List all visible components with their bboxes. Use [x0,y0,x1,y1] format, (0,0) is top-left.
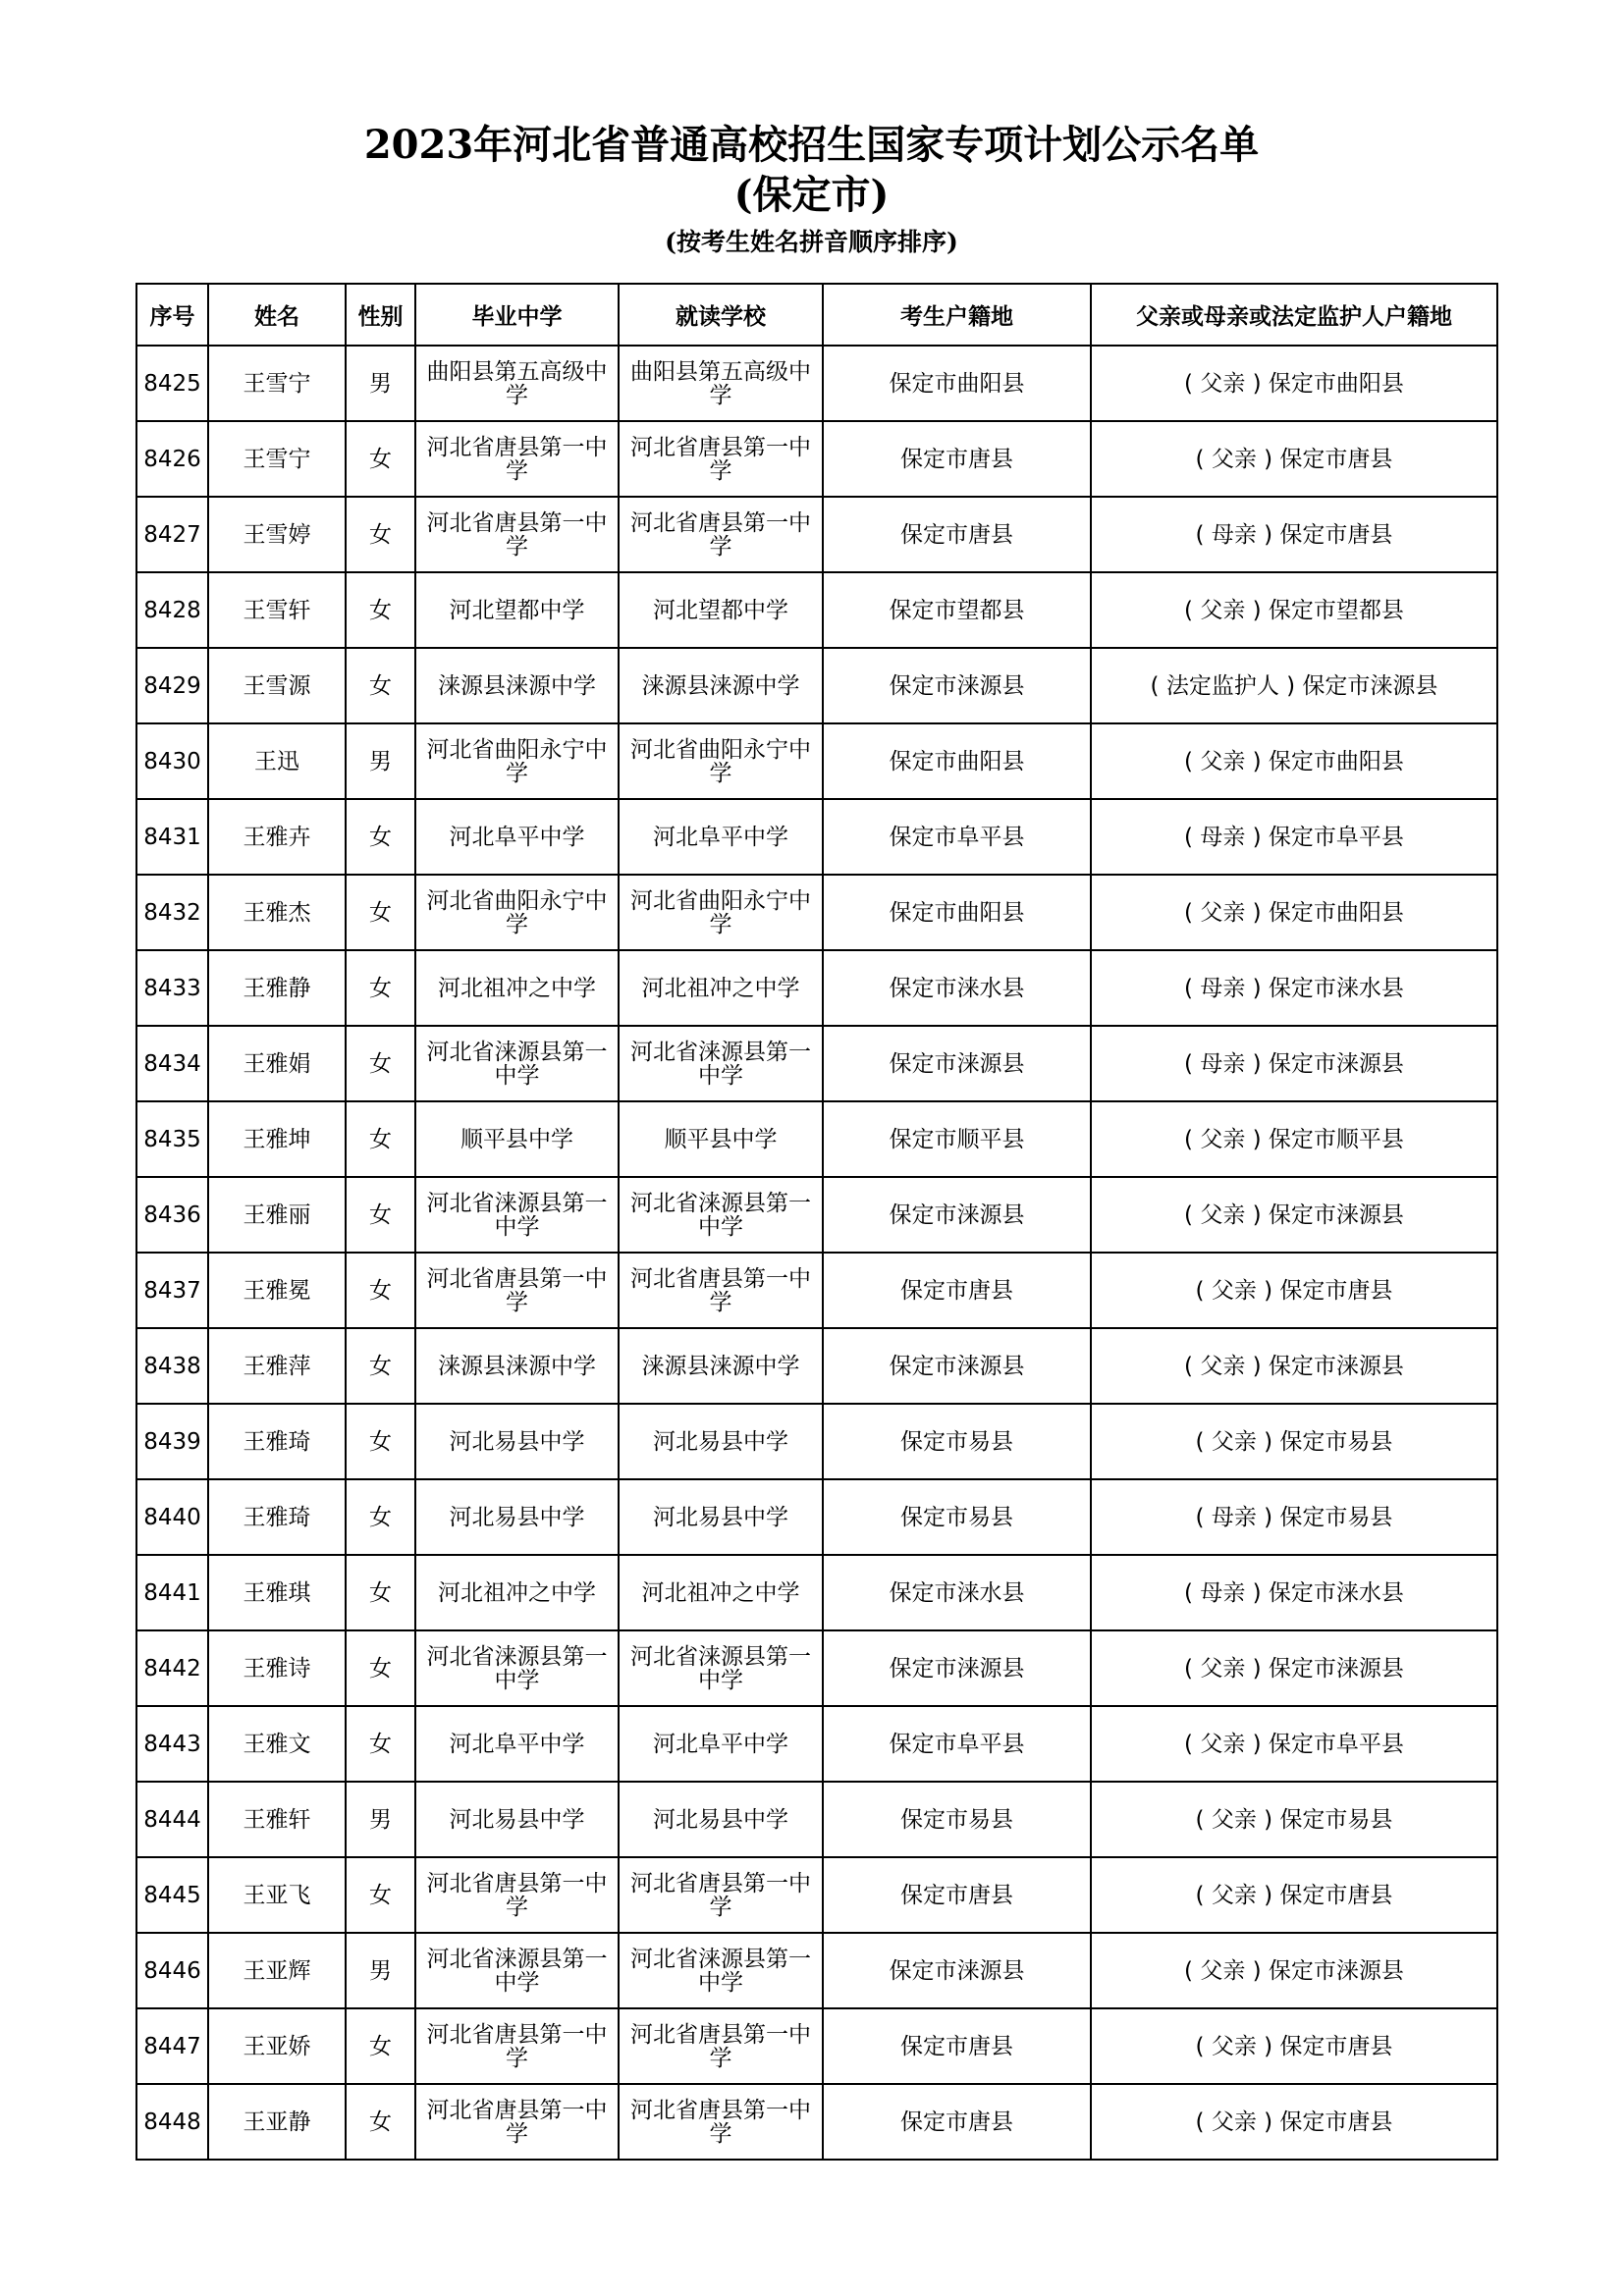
cell-hukou: 保定市涞水县 [823,1555,1091,1630]
cell-grad-school: 河北省唐县第一中学 [415,2084,619,2160]
cell-hukou: 保定市唐县 [823,2008,1091,2084]
cell-parent-hukou: ( 父亲 ) 保定市顺平县 [1091,1101,1497,1177]
cell-gender: 女 [346,497,415,572]
cell-grad-school: 河北省唐县第一中学 [415,1253,619,1328]
sort-note: (按考生姓名拼音顺序排序) [665,228,958,256]
cell-name: 王雪婷 [208,497,346,572]
column-header-name: 姓名 [208,284,346,346]
cell-study-school: 河北省唐县第一中学 [619,2084,823,2160]
cell-name: 王雅琦 [208,1404,346,1479]
cell-seq: 8440 [136,1479,208,1555]
cell-study-school: 河北阜平中学 [619,799,823,875]
cell-study-school: 河北省涞源县第一中学 [619,1026,823,1101]
roster-table [135,283,1498,2161]
cell-gender: 女 [346,1555,415,1630]
cell-seq: 8428 [136,572,208,648]
table-row [136,1026,1497,1101]
cell-grad-school: 河北省曲阳永宁中学 [415,875,619,950]
table-row [136,1706,1497,1782]
cell-name: 王雅文 [208,1706,346,1782]
cell-parent-hukou: ( 父亲 ) 保定市涞源县 [1091,1933,1497,2008]
cell-study-school: 河北省涞源县第一中学 [619,1630,823,1706]
cell-grad-school: 顺平县中学 [415,1101,619,1177]
cell-parent-hukou: ( 父亲 ) 保定市曲阳县 [1091,875,1497,950]
cell-hukou: 保定市涞源县 [823,1026,1091,1101]
cell-gender: 女 [346,1630,415,1706]
cell-seq: 8445 [136,1857,208,1933]
cell-name: 王雅静 [208,950,346,1026]
cell-gender: 女 [346,1177,415,1253]
cell-parent-hukou: ( 法定监护人 ) 保定市涞源县 [1091,648,1497,723]
cell-seq: 8433 [136,950,208,1026]
cell-seq: 8441 [136,1555,208,1630]
cell-study-school: 河北省曲阳永宁中学 [619,875,823,950]
cell-seq: 8447 [136,2008,208,2084]
cell-study-school: 河北阜平中学 [619,1706,823,1782]
cell-name: 王雅坤 [208,1101,346,1177]
cell-study-school: 河北省曲阳永宁中学 [619,723,823,799]
cell-seq: 8437 [136,1253,208,1328]
cell-gender: 男 [346,723,415,799]
table-row [136,572,1497,648]
cell-seq: 8444 [136,1782,208,1857]
cell-grad-school: 河北省涞源县第一中学 [415,1933,619,2008]
table-row [136,1630,1497,1706]
cell-hukou: 保定市曲阳县 [823,723,1091,799]
table-row [136,1782,1497,1857]
cell-name: 王雅娟 [208,1026,346,1101]
cell-grad-school: 河北省曲阳永宁中学 [415,723,619,799]
cell-parent-hukou: ( 父亲 ) 保定市唐县 [1091,2008,1497,2084]
table-row [136,2084,1497,2160]
cell-hukou: 保定市唐县 [823,497,1091,572]
cell-hukou: 保定市曲阳县 [823,346,1091,421]
table-row [136,1479,1497,1555]
cell-parent-hukou: ( 父亲 ) 保定市涞源县 [1091,1630,1497,1706]
cell-grad-school: 河北祖冲之中学 [415,1555,619,1630]
table-row [136,1933,1497,2008]
cell-seq: 8427 [136,497,208,572]
cell-seq: 8429 [136,648,208,723]
cell-study-school: 河北省唐县第一中学 [619,2008,823,2084]
cell-name: 王雪轩 [208,572,346,648]
cell-study-school: 河北易县中学 [619,1479,823,1555]
cell-grad-school: 曲阳县第五高级中学 [415,346,619,421]
cell-name: 王雅琦 [208,1479,346,1555]
table-row [136,723,1497,799]
cell-gender: 女 [346,572,415,648]
cell-gender: 女 [346,1101,415,1177]
cell-gender: 女 [346,1857,415,1933]
cell-parent-hukou: ( 母亲 ) 保定市唐县 [1091,497,1497,572]
cell-grad-school: 河北省唐县第一中学 [415,1857,619,1933]
cell-study-school: 河北省唐县第一中学 [619,421,823,497]
cell-seq: 8438 [136,1328,208,1404]
cell-gender: 女 [346,1706,415,1782]
cell-hukou: 保定市曲阳县 [823,875,1091,950]
cell-name: 王雪源 [208,648,346,723]
cell-gender: 女 [346,2084,415,2160]
cell-hukou: 保定市涞源县 [823,1630,1091,1706]
cell-parent-hukou: ( 父亲 ) 保定市涞源县 [1091,1177,1497,1253]
cell-gender: 女 [346,1253,415,1328]
cell-grad-school: 涞源县涞源中学 [415,1328,619,1404]
cell-gender: 女 [346,950,415,1026]
cell-hukou: 保定市唐县 [823,2084,1091,2160]
cell-grad-school: 河北易县中学 [415,1404,619,1479]
cell-seq: 8431 [136,799,208,875]
cell-grad-school: 河北省唐县第一中学 [415,2008,619,2084]
cell-grad-school: 河北望都中学 [415,572,619,648]
cell-parent-hukou: ( 父亲 ) 保定市唐县 [1091,421,1497,497]
cell-gender: 女 [346,875,415,950]
cell-gender: 女 [346,1328,415,1404]
cell-gender: 女 [346,1479,415,1555]
cell-study-school: 河北易县中学 [619,1782,823,1857]
table-row [136,648,1497,723]
cell-study-school: 顺平县中学 [619,1101,823,1177]
table-row [136,2008,1497,2084]
cell-study-school: 河北省唐县第一中学 [619,497,823,572]
cell-grad-school: 河北易县中学 [415,1479,619,1555]
cell-seq: 8442 [136,1630,208,1706]
cell-parent-hukou: ( 父亲 ) 保定市望都县 [1091,572,1497,648]
cell-parent-hukou: ( 父亲 ) 保定市阜平县 [1091,1706,1497,1782]
cell-gender: 女 [346,1026,415,1101]
cell-study-school: 河北省涞源县第一中学 [619,1933,823,2008]
column-header-gender: 性别 [346,284,415,346]
cell-parent-hukou: ( 父亲 ) 保定市易县 [1091,1782,1497,1857]
cell-grad-school: 河北祖冲之中学 [415,950,619,1026]
table-row [136,799,1497,875]
cell-hukou: 保定市顺平县 [823,1101,1091,1177]
cell-seq: 8446 [136,1933,208,2008]
cell-hukou: 保定市阜平县 [823,1706,1091,1782]
cell-grad-school: 涞源县涞源中学 [415,648,619,723]
cell-seq: 8425 [136,346,208,421]
cell-parent-hukou: ( 母亲 ) 保定市涞源县 [1091,1026,1497,1101]
cell-seq: 8435 [136,1101,208,1177]
cell-parent-hukou: ( 父亲 ) 保定市曲阳县 [1091,723,1497,799]
cell-hukou: 保定市阜平县 [823,799,1091,875]
cell-name: 王迅 [208,723,346,799]
cell-hukou: 保定市涞源县 [823,1933,1091,2008]
cell-name: 王雅诗 [208,1630,346,1706]
cell-name: 王雅卉 [208,799,346,875]
column-header-grad-school: 毕业中学 [415,284,619,346]
cell-study-school: 河北省涞源县第一中学 [619,1177,823,1253]
cell-hukou: 保定市涞水县 [823,950,1091,1026]
table-row [136,1177,1497,1253]
table-row [136,1101,1497,1177]
cell-hukou: 保定市易县 [823,1782,1091,1857]
cell-name: 王亚飞 [208,1857,346,1933]
table-row [136,1328,1497,1404]
cell-gender: 女 [346,799,415,875]
cell-name: 王雅杰 [208,875,346,950]
cell-study-school: 曲阳县第五高级中学 [619,346,823,421]
cell-name: 王雅琪 [208,1555,346,1630]
cell-grad-school: 河北阜平中学 [415,1706,619,1782]
cell-name: 王雪宁 [208,346,346,421]
cell-parent-hukou: ( 父亲 ) 保定市唐县 [1091,1857,1497,1933]
table-row [136,875,1497,950]
cell-name: 王亚娇 [208,2008,346,2084]
cell-study-school: 河北望都中学 [619,572,823,648]
cell-grad-school: 河北省涞源县第一中学 [415,1026,619,1101]
cell-gender: 女 [346,2008,415,2084]
cell-parent-hukou: ( 父亲 ) 保定市曲阳县 [1091,346,1497,421]
cell-gender: 男 [346,346,415,421]
cell-seq: 8430 [136,723,208,799]
cell-hukou: 保定市唐县 [823,1857,1091,1933]
cell-study-school: 河北省唐县第一中学 [619,1253,823,1328]
table-row [136,950,1497,1026]
cell-study-school: 涞源县涞源中学 [619,1328,823,1404]
cell-grad-school: 河北省涞源县第一中学 [415,1177,619,1253]
cell-grad-school: 河北省涞源县第一中学 [415,1630,619,1706]
table-row [136,421,1497,497]
cell-seq: 8434 [136,1026,208,1101]
cell-seq: 8426 [136,421,208,497]
cell-parent-hukou: ( 母亲 ) 保定市阜平县 [1091,799,1497,875]
cell-gender: 男 [346,1933,415,2008]
cell-hukou: 保定市唐县 [823,1253,1091,1328]
cell-parent-hukou: ( 父亲 ) 保定市涞源县 [1091,1328,1497,1404]
cell-seq: 8448 [136,2084,208,2160]
cell-study-school: 河北易县中学 [619,1404,823,1479]
cell-parent-hukou: ( 父亲 ) 保定市唐县 [1091,1253,1497,1328]
cell-seq: 8436 [136,1177,208,1253]
table-row [136,497,1497,572]
cell-hukou: 保定市唐县 [823,421,1091,497]
cell-hukou: 保定市涞源县 [823,648,1091,723]
table-row [136,1857,1497,1933]
cell-hukou: 保定市望都县 [823,572,1091,648]
table-row [136,1253,1497,1328]
column-header-seq: 序号 [136,284,208,346]
cell-gender: 男 [346,1782,415,1857]
cell-study-school: 河北祖冲之中学 [619,950,823,1026]
table-row [136,346,1497,421]
cell-name: 王亚辉 [208,1933,346,2008]
cell-name: 王雅轩 [208,1782,346,1857]
page-subtitle: (保定市) [733,172,890,218]
cell-parent-hukou: ( 母亲 ) 保定市易县 [1091,1479,1497,1555]
table-row [136,1555,1497,1630]
column-header-study-school: 就读学校 [619,284,823,346]
cell-seq: 8443 [136,1706,208,1782]
column-header-hukou: 考生户籍地 [823,284,1091,346]
cell-hukou: 保定市涞源县 [823,1328,1091,1404]
cell-hukou: 保定市涞源县 [823,1177,1091,1253]
cell-grad-school: 河北阜平中学 [415,799,619,875]
cell-gender: 女 [346,648,415,723]
cell-seq: 8439 [136,1404,208,1479]
cell-name: 王亚静 [208,2084,346,2160]
page-title: 2023年河北省普通高校招生国家专项计划公示名单 [363,122,1260,168]
cell-name: 王雅冕 [208,1253,346,1328]
cell-hukou: 保定市易县 [823,1479,1091,1555]
cell-parent-hukou: ( 母亲 ) 保定市涞水县 [1091,950,1497,1026]
cell-gender: 女 [346,1404,415,1479]
cell-parent-hukou: ( 父亲 ) 保定市易县 [1091,1404,1497,1479]
cell-study-school: 涞源县涞源中学 [619,648,823,723]
cell-hukou: 保定市易县 [823,1404,1091,1479]
cell-seq: 8432 [136,875,208,950]
cell-study-school: 河北祖冲之中学 [619,1555,823,1630]
cell-gender: 女 [346,421,415,497]
cell-study-school: 河北省唐县第一中学 [619,1857,823,1933]
cell-name: 王雅萍 [208,1328,346,1404]
cell-name: 王雅丽 [208,1177,346,1253]
cell-parent-hukou: ( 母亲 ) 保定市涞水县 [1091,1555,1497,1630]
column-header-parent-hukou: 父亲或母亲或法定监护人户籍地 [1091,284,1497,346]
cell-grad-school: 河北省唐县第一中学 [415,497,619,572]
cell-parent-hukou: ( 父亲 ) 保定市唐县 [1091,2084,1497,2160]
table-header-row [136,284,1497,346]
table-body [136,346,1497,2160]
cell-name: 王雪宁 [208,421,346,497]
table-row [136,1404,1497,1479]
cell-grad-school: 河北省唐县第一中学 [415,421,619,497]
cell-grad-school: 河北易县中学 [415,1782,619,1857]
